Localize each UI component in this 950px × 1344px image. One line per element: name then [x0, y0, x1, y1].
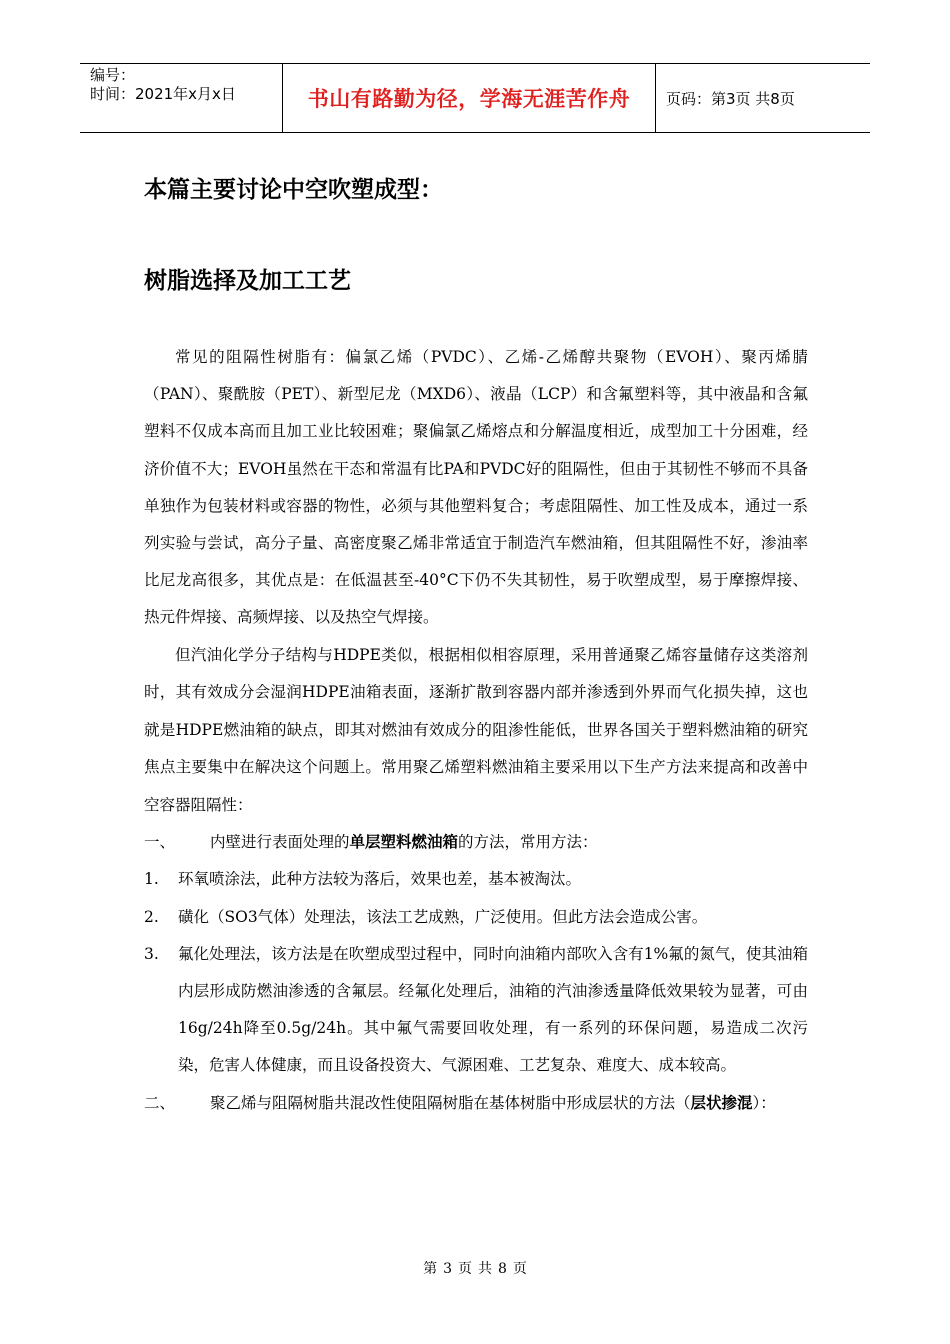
list-item — [144, 861, 808, 898]
list-number: 3. — [144, 944, 159, 963]
section-text-after: ）： — [752, 1093, 776, 1112]
list-item-text: 磺化（SO3气体）处理法，该法工艺成熟，广泛使用。但此方法会造成公害。 — [178, 907, 708, 926]
list-number: 1. — [144, 870, 159, 889]
page-footer — [0, 1258, 950, 1278]
list-item — [144, 899, 808, 936]
list-number: 2. — [144, 907, 159, 926]
footer-page-number: 3 — [443, 1261, 452, 1277]
footer-ye: 页 — [458, 1261, 472, 1277]
paragraph-hdpe: 但汽油化学分子结构与HDPE类似，根据相似相容原理，采用普通聚乙烯容量储存这类溶剂时，其有效成分会湿润HDPE油箱表面，逐渐扩散到容器内部并渗透到外界而气化损失掉，这也就是HDPE燃油箱的缺点，即其对燃油有效成分的阻渗性能低，世界各国关于塑料燃油箱的研究焦点主要集中在解决这个问题上。常用聚乙烯塑料燃油箱主要采用以下生产方法来提高和改善中空容器阻隔性： — [144, 645, 808, 814]
section-text-before: 内壁进行表面处理的 — [210, 833, 350, 852]
footer-ye-total: 页 — [512, 1261, 527, 1277]
footer-di: 第 — [423, 1261, 438, 1277]
paragraph-barrier-resins: 常见的阻隔性树脂有：偏氯乙烯（PVDC）、乙烯-乙烯醇共聚物（EVOH）、聚丙烯腈（PAN）、聚酰胺（PET）、新型尼龙（MXD6）、液晶（LCP）和含氟塑料等，其中液晶和含氟塑料不仅成本高而且加工业比较困难；聚偏氯乙烯熔点和分解温度相近，成型加工十分困难，经济价值不大；EVOH虽然在干态和常温有比PA和PVDC好的阻隔性，但由于其韧性不够而不具备单独作为包装材料或容器的物性，必须与其他塑料复合；考虑阻隔性、加工性及成本，通过一系列实验与尝试，高分子量、高密度聚乙烯非常适宜于制造汽车燃油箱，但其阻隔性不好，渗油率比尼龙高很多，其优点是：在低温甚至-40°C下仍不失其韧性，易于吹塑成型，易于摩擦焊接、热元件焊接、高频焊接、以及热空气焊接。 — [144, 348, 808, 627]
heading-resin: 树脂选择及加工工艺 — [144, 268, 351, 294]
footer-total-pages: 8 — [498, 1261, 507, 1277]
footer-gong: 共 — [478, 1261, 492, 1277]
page-code: 页码：第3页 共8页 — [666, 89, 795, 108]
document-body — [144, 339, 808, 1122]
section-text — [210, 824, 808, 861]
section-bold-term: 单层塑料燃油箱 — [349, 833, 459, 852]
header-motto-cell — [282, 64, 656, 132]
section-bold-term: 层状掺混 — [690, 1093, 753, 1112]
section-text — [210, 1085, 808, 1122]
time-label: 时间：2021年x月x日 — [90, 85, 236, 103]
heading-topic: 本篇主要讨论中空吹塑成型： — [144, 177, 443, 203]
list-item-text: 环氧喷涂法，此种方法较为落后，效果也差，基本被淘汰。 — [178, 870, 582, 889]
motto: 书山有路勤为径，学海无涯苦作舟 — [307, 87, 631, 111]
section-text-after: 的方法，常用方法： — [458, 833, 598, 852]
section-two — [144, 1085, 808, 1122]
header-meta — [80, 64, 282, 132]
number-label: 编号： — [90, 66, 136, 84]
section-marker: 二、 — [144, 1093, 176, 1112]
list-item — [144, 936, 808, 1085]
section-one — [144, 824, 808, 861]
document-header — [80, 63, 870, 133]
section-marker: 一、 — [144, 833, 176, 852]
list-item-text: 氟化处理法，该方法是在吹塑成型过程中，同时向油箱内部吹入含有1%氟的氮气，使其油箱内层形成防燃油渗透的含氟层。经氟化处理后，油箱的汽油渗透量降低效果较为显著，可由16g/24h降至0.5g/24h。其中氟气需要回收处理，有一系列的环保问题，易造成二次污染，危害人体健康，而且设备投资大、气源困难、工艺复杂、难度大、成本较高。 — [178, 944, 808, 1075]
section-text-before: 聚乙烯与阻隔树脂共混改性使阻隔树脂在基体树脂中形成层状的方法（ — [210, 1093, 691, 1112]
header-page-cell — [656, 64, 870, 132]
